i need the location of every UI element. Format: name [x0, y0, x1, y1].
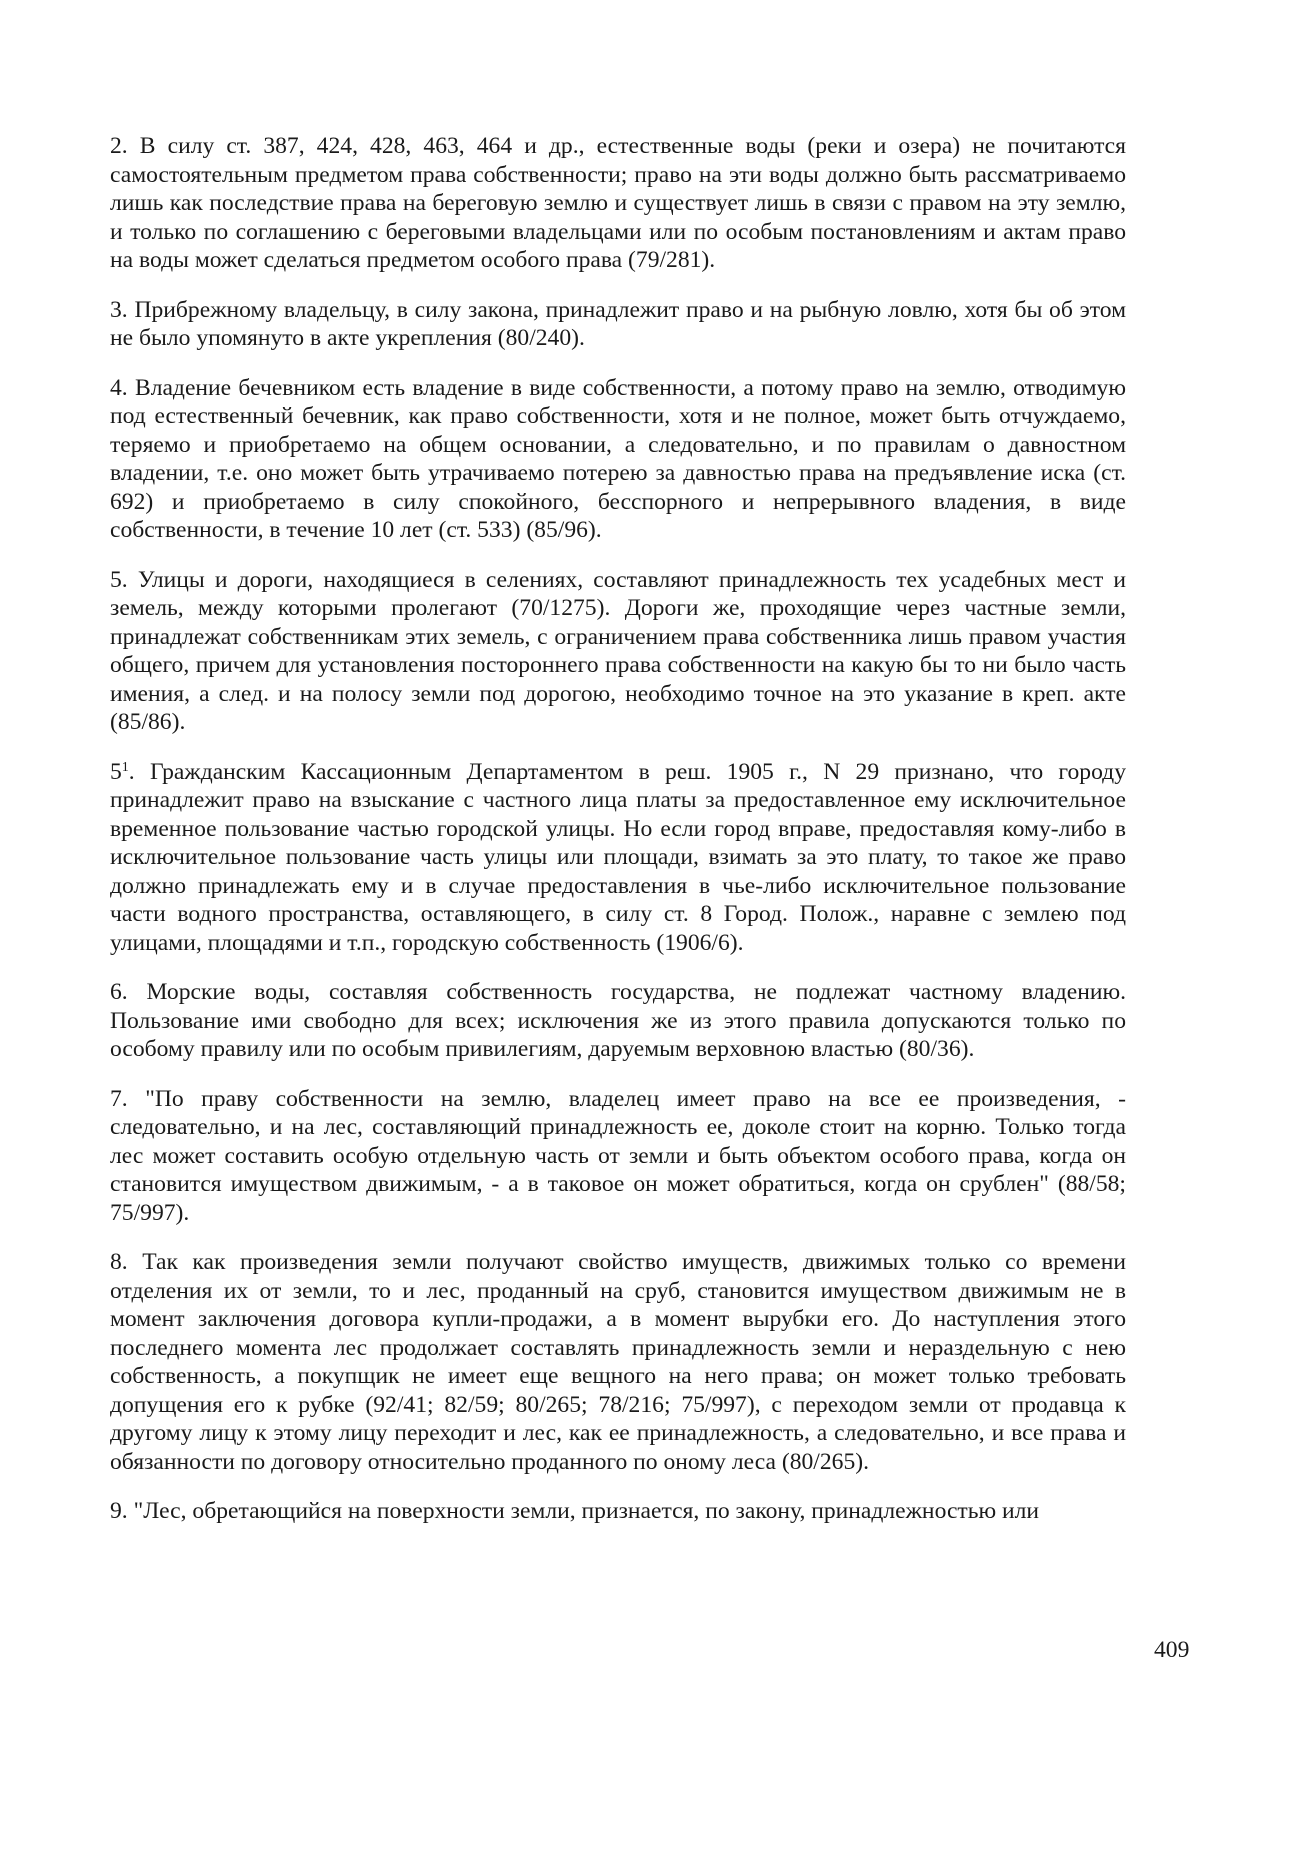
paragraph-text: Гражданским Кассационным Департаментом в реш. 1905 г., N 29 признано, что городу принадлежит право на взыскание с частного лица платы за предоставленное ему исключительное временное пользование частью городской улицы. Но если город вправе, предоставляя кому-либо в исключительное пользование часть улицы или площади, взимать за это плату, то такое же право должно принадлежать ему и в случае предоставления в чье-либо исключительное пользование части водного пространства, оставляющего, в силу ст. 8 Город. Полож., наравне с землею под улицами, площадями и т.п., городскую собственность (1906/6). — [110, 758, 1126, 956]
paragraph-7 — [110, 1085, 1126, 1228]
paragraph-number: $5^1$. — [110, 758, 135, 785]
paragraph-5-1 — [110, 758, 1126, 958]
paragraph-2 — [110, 132, 1126, 275]
paragraph-number: 5. — [110, 566, 128, 593]
paragraph-8 — [110, 1248, 1126, 1476]
paragraph-text: Морские воды, составляя собственность государства, не подлежат частному владению. Пользование ими свободно для всех; исключения же из этого правила допускаются только по особому правилу или по особым привилегиям, даруемым верховною властью (80/36). — [110, 979, 1127, 1062]
paragraph-text: В силу ст. 387, 424, 428, 463, 464 и др., естественные воды (реки и озера) не почитаются самостоятельным предметом права собственности; право на эти воды должно быть рассматриваемо лишь как последствие права на береговую землю и существует лишь в связи с правом на эту землю, и только по соглашению с береговыми владельцами или по особым постановлениям и актам право на воды может сделаться предметом особого права (79/281). — [110, 133, 1126, 273]
paragraph-text: Прибрежному владельцу, в силу закона, принадлежит право и на рыбную ловлю, хотя бы об этом не было упомянуто в акте укрепления (80/240). — [110, 296, 1127, 351]
paragraph-9 — [110, 1497, 1126, 1526]
document-body — [110, 132, 1126, 1547]
paragraph-text: Улицы и дороги, находящиеся в селениях, составляют принадлежность тех усадебных мест и земель, между которыми пролегают (70/1275). Дороги же, проходящие через частные земли, принадлежат собственникам этих земель, с ограничением права собственника лишь правом участия общего, причем для установления постороннего права собственности на какую бы то ни было часть имения, а след. и на полосу земли под дорогою, необходимо точное на это указание в креп. акте (85/86). — [110, 566, 1126, 735]
paragraph-number: 9. — [110, 1498, 128, 1524]
paragraph-3 — [110, 296, 1126, 353]
paragraph-text: Владение бечевником есть владение в виде собственности, а потому право на землю, отводимую под естественный бечевник, как право собственности, хотя и не полное, может быть отчуждаемо, теряемо и приобретаемо на общем основании, а следовательно, и по правилам о давностном владении, т.е. оно может быть утрачиваемо потерею за давностью права на предъявление иска (ст. 692) и приобретаемо в силу спокойного, бесспорного и непрерывного владения, в виде собственности, в течение 10 лет (ст. 533) (85/96). — [110, 374, 1126, 543]
paragraph-text: "Лес, обретающийся на поверхности земли, признается, по закону, принадлежностью или — [133, 1498, 1040, 1524]
paragraph-number: 8. — [110, 1249, 128, 1275]
page-number: 409 — [1154, 1637, 1190, 1663]
paragraph-5 — [110, 566, 1126, 737]
paragraph-number: 6. — [110, 979, 128, 1005]
paragraph-number: 4. — [110, 374, 128, 401]
paragraph-number: 3. — [110, 296, 128, 323]
paragraph-number: 2. — [110, 133, 128, 159]
paragraph-text: "По праву собственности на землю, владелец имеет право на все ее произведения, - следовательно, и на лес, составляющий принадлежность ее, доколе стоит на корню. Только тогда лес может составить особую отдельную часть от земли и быть объектом особого права, когда он становится имуществом движимым, - а в таковое он может обратиться, когда он срублен" (88/58; 75/997). — [110, 1085, 1126, 1226]
paragraph-number: 7. — [110, 1085, 128, 1112]
paragraph-6 — [110, 978, 1126, 1064]
paragraph-text: Так как произведения земли получают свойство имуществ, движимых только со времени отделения их от земли, то и лес, проданный на сруб, становится имуществом движимым не в момент заключения договора купли-продажи, а в момент вырубки его. До наступления этого последнего момента лес продолжает составлять принадлежность земли и нераздельную с нею собственность, а покупщик не имеет еще вещного на него права; он может только требовать допущения его к рубке (92/41; 82/59; 80/265; 78/216; 75/997), с переходом земли от продавца к другому лицу к этому лицу переходит и лес, как ее принадлежность, а следовательно, и все права и обязанности по договору относительно проданного по оному леса (80/265). — [110, 1249, 1126, 1475]
paragraph-4 — [110, 374, 1126, 545]
paragraph-number-superscript: 1 — [121, 759, 129, 775]
